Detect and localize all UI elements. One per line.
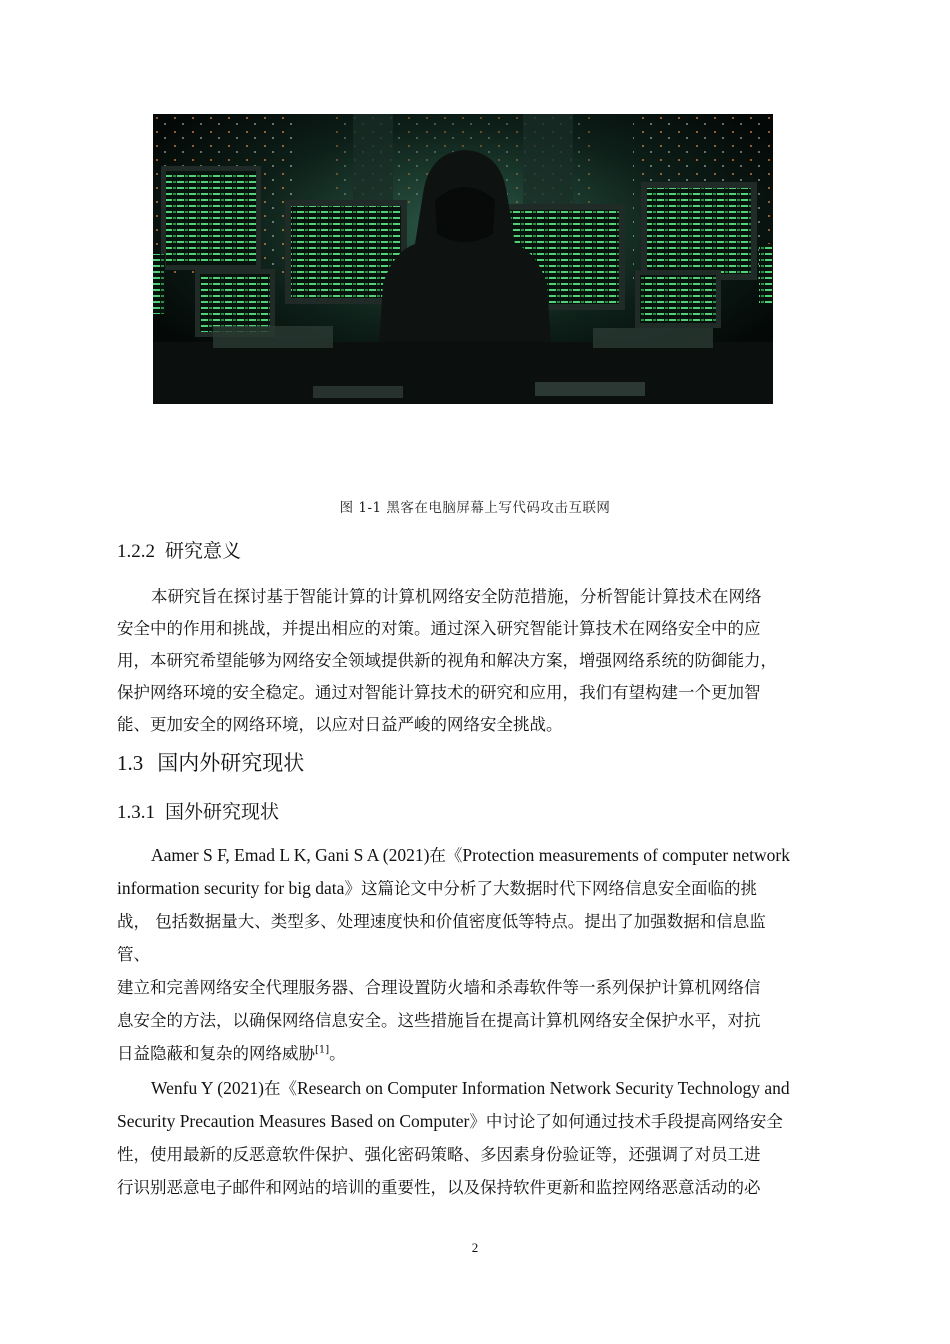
section-number: 1.3 [117, 751, 144, 775]
text-line: 日益隐蔽和复杂的网络威胁[1]。 [117, 1044, 346, 1063]
hacker-at-computer-screens-image [153, 114, 773, 404]
paragraph-wenfu [117, 1075, 862, 1205]
text-line: 行识别恶意电子邮件和网站的培训的重要性，以及保持软件更新和监控网络恶意活动的必 [117, 1178, 761, 1197]
text-line: 安全中的作用和挑战，并提出相应的对策。通过深入研究智能计算技术在网络安全中的应 [117, 619, 761, 638]
text-line: Security Precaution Measures Based on Computer》中讨论了如何通过技术手段提高网络安全 [117, 1111, 783, 1131]
text-line: 性，使用最新的反恶意软件保护、强化密码策略、多因素身份验证等，还强调了对员工进 [117, 1145, 761, 1164]
section-title: 国外研究现状 [165, 801, 280, 823]
section-heading-1-2-2 [117, 536, 241, 563]
paragraph-aamer [117, 842, 862, 1072]
text-line: 能、更加安全的网络环境，以应对日益严峻的网络安全挑战。 [117, 715, 563, 734]
section-number: 1.3.1 [117, 802, 155, 823]
text-line: 保护网络环境的安全稳定。通过对智能计算技术的研究和应用，我们有望构建一个更加智 [117, 683, 761, 702]
section-title: 研究意义 [165, 540, 242, 562]
text-line: 管、 [117, 945, 150, 964]
section-heading-1-3 [117, 747, 304, 777]
text-line: Wenfu Y (2021)在《Research on Computer Information Network Security Technology and [151, 1078, 790, 1098]
citation-ref: [1] [315, 1044, 330, 1056]
text-line: 本研究旨在探讨基于智能计算的计算机网络安全防范措施，分析智能计算技术在网络 [151, 587, 762, 606]
text-line: 用，本研究希望能够为网络安全领域提供新的视角和解决方案，增强网络系统的防御能力， [117, 651, 777, 670]
paragraph-research-significance [117, 583, 862, 743]
text-line: 战， 包括数据量大、类型多、处理速度快和价值密度低等特点。提出了加强数据和信息监 [117, 912, 766, 931]
text-line: 建立和完善网络安全代理服务器、合理设置防火墙和杀毒软件等一系列保护计算机网络信 [117, 978, 761, 997]
page-number: 2 [471, 1240, 479, 1255]
section-title: 国内外研究现状 [157, 751, 305, 775]
section-heading-1-3-1 [117, 797, 279, 824]
figure-caption: 图 1-1 黑客在电脑屏幕上写代码攻击互联网 [339, 500, 611, 516]
text-line: 息安全的方法，以确保网络信息安全。这些措施旨在提高计算机网络安全保护水平，对抗 [117, 1011, 761, 1030]
text-line: information security for big data》这篇论文中分析了大数据时代下网络信息安全面临的挑 [117, 878, 757, 898]
text-line: Aamer S F, Emad L K, Gani S A (2021)在《Protection measurements of computer network [151, 845, 790, 865]
section-number: 1.2.2 [117, 541, 155, 562]
hacker-illustration [153, 114, 773, 404]
